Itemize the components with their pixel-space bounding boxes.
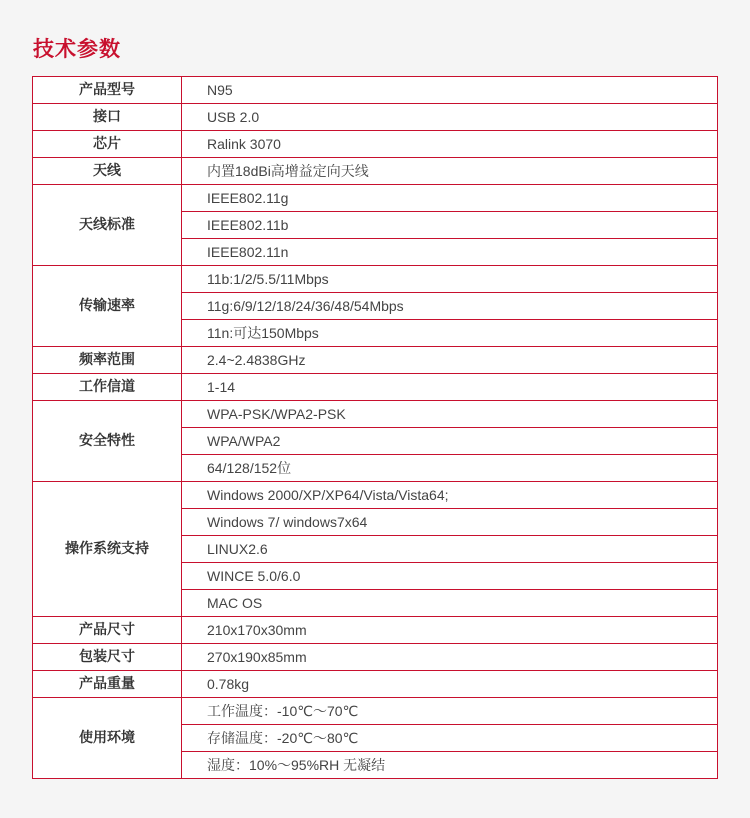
spec-row: [33, 104, 718, 131]
spec-value: LINUX2.6: [182, 536, 718, 563]
spec-row: [33, 617, 718, 644]
spec-row: [33, 266, 718, 293]
section-title: 技术参数: [33, 37, 121, 61]
spec-label: 工作信道: [33, 374, 182, 401]
spec-label: 芯片: [33, 131, 182, 158]
spec-value: IEEE802.11n: [182, 239, 718, 266]
spec-label: 产品重量: [33, 671, 182, 698]
spec-row: [33, 671, 718, 698]
spec-label: 天线: [33, 158, 182, 185]
spec-value: N95: [182, 77, 718, 104]
spec-label: 天线标准: [33, 185, 182, 266]
spec-value: 11g:6/9/12/18/24/36/48/54Mbps: [182, 293, 718, 320]
spec-label: 产品尺寸: [33, 617, 182, 644]
spec-table: [32, 76, 718, 779]
spec-value: WINCE 5.0/6.0: [182, 563, 718, 590]
spec-row: [33, 77, 718, 104]
spec-value: 1-14: [182, 374, 718, 401]
spec-value: Ralink 3070: [182, 131, 718, 158]
spec-value: 2.4~2.4838GHz: [182, 347, 718, 374]
spec-row: [33, 374, 718, 401]
spec-value: 0.78kg: [182, 671, 718, 698]
spec-value: 270x190x85mm: [182, 644, 718, 671]
spec-row: [33, 482, 718, 509]
spec-label: 接口: [33, 104, 182, 131]
spec-label: 产品型号: [33, 77, 182, 104]
spec-value: 210x170x30mm: [182, 617, 718, 644]
spec-value: 内置18dBi高增益定向天线: [182, 158, 718, 185]
spec-value: WPA-PSK/WPA2-PSK: [182, 401, 718, 428]
spec-label: 传输速率: [33, 266, 182, 347]
spec-label: 包装尺寸: [33, 644, 182, 671]
spec-row: [33, 131, 718, 158]
spec-value: WPA/WPA2: [182, 428, 718, 455]
spec-table-body: [33, 77, 718, 779]
spec-label: 操作系统支持: [33, 482, 182, 617]
spec-value: 工作温度：-10℃～70℃: [182, 698, 718, 725]
spec-row: [33, 185, 718, 212]
spec-row: [33, 347, 718, 374]
spec-value: 存储温度：-20℃～80℃: [182, 725, 718, 752]
spec-row: [33, 698, 718, 725]
spec-value: Windows 2000/XP/XP64/Vista/Vista64;: [182, 482, 718, 509]
spec-value: 11b:1/2/5.5/11Mbps: [182, 266, 718, 293]
spec-value: USB 2.0: [182, 104, 718, 131]
spec-value: 湿度：10%～95%RH 无凝结: [182, 752, 718, 779]
spec-value: 64/128/152位: [182, 455, 718, 482]
spec-value: IEEE802.11g: [182, 185, 718, 212]
spec-label: 安全特性: [33, 401, 182, 482]
spec-row: [33, 644, 718, 671]
spec-label: 频率范围: [33, 347, 182, 374]
spec-value: IEEE802.11b: [182, 212, 718, 239]
spec-row: [33, 158, 718, 185]
spec-label: 使用环境: [33, 698, 182, 779]
spec-row: [33, 401, 718, 428]
spec-value: 11n:可达150Mbps: [182, 320, 718, 347]
spec-value: MAC OS: [182, 590, 718, 617]
spec-value: Windows 7/ windows7x64: [182, 509, 718, 536]
